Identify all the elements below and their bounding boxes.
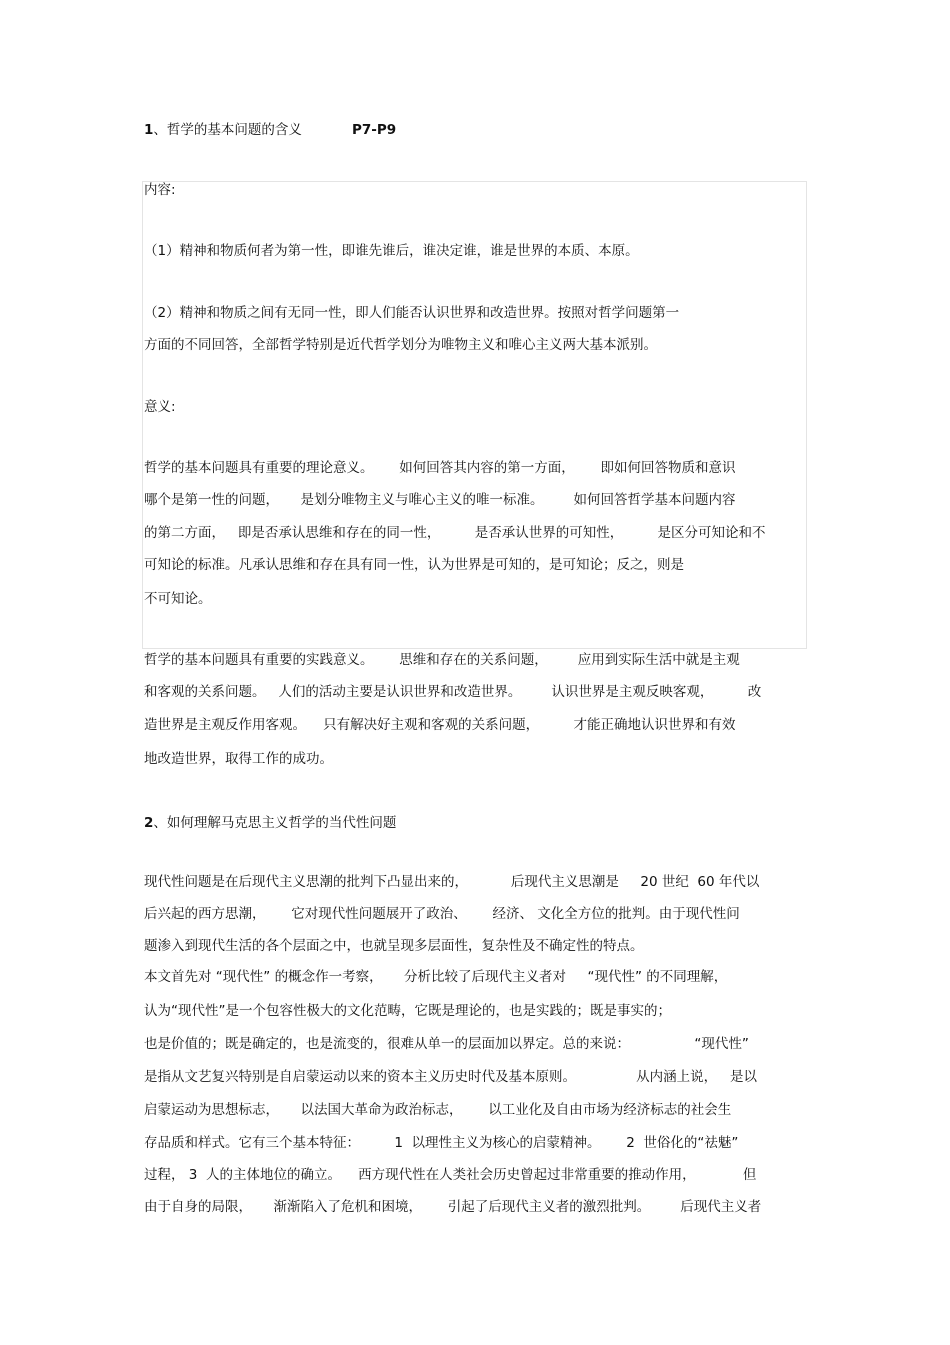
section-1-page-ref: P7-P9 [352,122,397,138]
section-1-line: 可知论的标准。凡承认思维和存在具有同一性，认为世界是可知的，是可知论；反之，则是 [144,557,684,573]
section-1-line: 和客观的关系问题。 人们的活动主要是认识世界和改造世界。 认识世界是主观反映客观， 改 [144,684,762,700]
section-2-line: 认为“现代性”是一个包容性极大的文化范畴，它既是理论的，也是实践的；既是事实的； [144,1003,671,1019]
section-2-line: 启蒙运动为思想标志， 以法国大革命为政治标志， 以工业化及自由市场为经济标志的社会生 [144,1102,732,1118]
section-1-heading [144,121,744,139]
section-2-line: 过程， 3 人的主体地位的确立。 西方现代性在人类社会历史曾起过非常重要的推动作用， 但 [144,1167,757,1183]
section-2-line: 也是价值的；既是确定的，也是流变的，很难从单一的层面加以界定。总的来说： “现代性” [144,1036,749,1052]
section-2-heading [144,814,744,832]
section-1-line: 方面的不同回答，全部哲学特别是近代哲学划分为唯物主义和唯心主义两大基本派别。 [144,337,657,353]
section-2-line: 现代性问题是在后现代主义思潮的批判下凸显出来的， 后现代主义思潮是 20 世纪 60 年代以 [144,874,760,890]
section-2-line: 本文首先对 “现代性” 的概念作一考察， 分析比较了后现代主义者对 “现代性” 的不同理解， [144,969,728,985]
section-1-line: 内容: [144,182,176,198]
section-2-line: 存品质和样式。它有三个基本特征： 1 以理性主义为核心的启蒙精神。 2 世俗化的“祛魅” [144,1135,739,1151]
section-1-line: 哲学的基本问题具有重要的理论意义。 如何回答其内容的第一方面， 即如何回答物质和意识 [144,460,736,476]
section-2-title: 、如何理解马克思主义哲学的当代性问题 [153,815,397,831]
section-1-line: （1）精神和物质何者为第一性，即谁先谁后，谁决定谁，谁是世界的本质、本原。 [144,243,639,259]
section-2-line: 由于自身的局限， 渐渐陷入了危机和困境， 引起了后现代主义者的激烈批判。 后现代主义者 [144,1199,762,1215]
section-1-line: 地改造世界，取得工作的成功。 [144,751,333,767]
section-1-line: 哲学的基本问题具有重要的实践意义。 思维和存在的关系问题， 应用到实际生活中就是主观 [144,652,740,668]
section-1-title: 、哲学的基本问题的含义 [153,122,302,138]
section-2-number: 2 [144,815,154,831]
section-2-line: 后兴起的西方思潮， 它对现代性问题展开了政治、 经济、 文化全方位的批判。由于现代性问 [144,906,740,922]
section-1-line: 造世界是主观反作用客观。 只有解决好主观和客观的关系问题， 才能正确地认识世界和有效 [144,717,736,733]
section-2-line: 题渗入到现代生活的各个层面之中，也就呈现多层面性，复杂性及不确定性的特点。 [144,938,644,954]
section-1-line: 不可知论。 [144,591,212,607]
section-1-number: 1 [144,122,154,138]
section-1-line: （2）精神和物质之间有无同一性，即人们能否认识世界和改造世界。按照对哲学问题第一 [144,305,680,321]
section-2-line: 是指从文艺复兴特别是自启蒙运动以来的资本主义历史时代及基本原则。 从内涵上说， 是以 [144,1069,757,1085]
section-1-line: 的第二方面， 即是否承认思维和存在的同一性， 是否承认世界的可知性， 是区分可知论和不 [144,525,766,541]
section-1-line: 哪个是第一性的问题， 是划分唯物主义与唯心主义的唯一标准。 如何回答哲学基本问题内容 [144,492,736,508]
section-1-line: 意义: [144,399,176,415]
